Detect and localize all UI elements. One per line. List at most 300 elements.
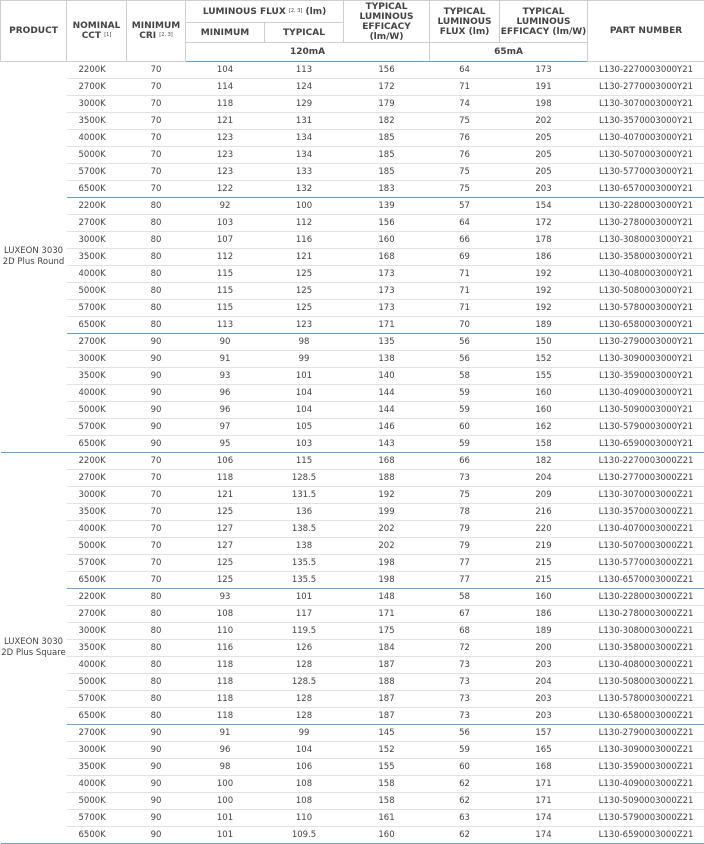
cell-flux-65: 71 — [430, 283, 500, 300]
cell-cri: 90 — [127, 742, 186, 759]
cell-efficacy-65: 158 — [500, 436, 588, 453]
cell-flux-65: 73 — [430, 470, 500, 487]
table-row — [1, 130, 704, 147]
cell-cct: 4000K — [67, 776, 127, 793]
cell-efficacy-65: 150 — [500, 334, 588, 351]
cell-efficacy-65: 165 — [500, 742, 588, 759]
cell-cct: 5000K — [67, 793, 127, 810]
header-typical-efficacy: TYPICAL LUMINOUS EFFICACY (lm/W) — [344, 1, 430, 43]
table-row — [1, 470, 704, 487]
cell-flux-min: 118 — [186, 96, 265, 113]
cell-efficacy-120: 199 — [344, 504, 430, 521]
cell-cri: 90 — [127, 776, 186, 793]
cell-cct: 6500K — [67, 181, 127, 198]
cell-efficacy-120: 183 — [344, 181, 430, 198]
cell-part-number: L130-5080003000Y21 — [588, 283, 704, 300]
cell-flux-65: 57 — [430, 198, 500, 215]
cell-flux-typ: 108 — [265, 793, 344, 810]
cell-cct: 2700K — [67, 470, 127, 487]
cell-efficacy-120: 202 — [344, 538, 430, 555]
cell-cri: 90 — [127, 436, 186, 453]
cell-cct: 2700K — [67, 725, 127, 742]
cell-cct: 5700K — [67, 691, 127, 708]
cell-flux-typ: 117 — [265, 606, 344, 623]
cell-flux-typ: 104 — [265, 402, 344, 419]
cell-part-number: L130-4070003000Z21 — [588, 521, 704, 538]
cell-flux-min: 125 — [186, 555, 265, 572]
cell-flux-min: 98 — [186, 759, 265, 776]
cell-efficacy-65: 162 — [500, 419, 588, 436]
table-row — [1, 657, 704, 674]
cell-flux-min: 91 — [186, 725, 265, 742]
table-row — [1, 640, 704, 657]
cell-part-number: L130-2270003000Z21 — [588, 453, 704, 470]
cell-flux-typ: 106 — [265, 759, 344, 776]
cell-efficacy-120: 155 — [344, 759, 430, 776]
table-row — [1, 606, 704, 623]
cell-flux-65: 76 — [430, 147, 500, 164]
table-row — [1, 674, 704, 691]
cell-efficacy-120: 179 — [344, 96, 430, 113]
cell-efficacy-120: 158 — [344, 776, 430, 793]
cell-part-number: L130-5790003000Y21 — [588, 419, 704, 436]
cell-part-number: L130-2770003000Y21 — [588, 79, 704, 96]
cell-flux-min: 115 — [186, 283, 265, 300]
cell-efficacy-65: 192 — [500, 266, 588, 283]
cell-flux-65: 77 — [430, 555, 500, 572]
cell-flux-min: 123 — [186, 164, 265, 181]
cell-flux-min: 100 — [186, 793, 265, 810]
cell-flux-typ: 99 — [265, 351, 344, 368]
cell-efficacy-65: 209 — [500, 487, 588, 504]
cell-flux-65: 58 — [430, 589, 500, 606]
cell-flux-typ: 134 — [265, 147, 344, 164]
cell-efficacy-120: 156 — [344, 62, 430, 79]
cell-cri: 90 — [127, 351, 186, 368]
cell-cri: 90 — [127, 402, 186, 419]
table-row — [1, 62, 704, 79]
cell-flux-65: 79 — [430, 538, 500, 555]
cell-flux-65: 72 — [430, 640, 500, 657]
cell-efficacy-65: 203 — [500, 691, 588, 708]
cell-efficacy-120: 138 — [344, 351, 430, 368]
cell-cct: 4000K — [67, 266, 127, 283]
cell-cri: 70 — [127, 96, 186, 113]
cell-part-number: L130-5780003000Y21 — [588, 300, 704, 317]
cell-efficacy-120: 175 — [344, 623, 430, 640]
cell-efficacy-120: 187 — [344, 708, 430, 725]
cell-efficacy-65: 205 — [500, 164, 588, 181]
cell-efficacy-65: 192 — [500, 300, 588, 317]
cell-flux-min: 118 — [186, 691, 265, 708]
cell-efficacy-120: 145 — [344, 725, 430, 742]
cell-efficacy-120: 202 — [344, 521, 430, 538]
cell-cri: 70 — [127, 147, 186, 164]
cell-flux-min: 118 — [186, 657, 265, 674]
cell-cri: 90 — [127, 334, 186, 351]
cell-flux-min: 96 — [186, 402, 265, 419]
cell-efficacy-120: 152 — [344, 742, 430, 759]
cell-efficacy-65: 172 — [500, 215, 588, 232]
cell-efficacy-120: 171 — [344, 606, 430, 623]
cell-cri: 90 — [127, 419, 186, 436]
cell-flux-typ: 129 — [265, 96, 344, 113]
cell-cct: 4000K — [67, 521, 127, 538]
cell-flux-65: 71 — [430, 300, 500, 317]
cell-flux-min: 92 — [186, 198, 265, 215]
cell-part-number: L130-3090003000Z21 — [588, 742, 704, 759]
cell-part-number: L130-3580003000Y21 — [588, 249, 704, 266]
cell-efficacy-65: 204 — [500, 674, 588, 691]
cell-efficacy-120: 192 — [344, 487, 430, 504]
cell-efficacy-65: 203 — [500, 181, 588, 198]
cell-part-number: L130-2270003000Y21 — [588, 62, 704, 79]
cell-flux-min: 96 — [186, 742, 265, 759]
cell-flux-min: 125 — [186, 504, 265, 521]
product-name: LUXEON 3030 2D Plus Square — [1, 453, 67, 844]
cell-efficacy-120: 198 — [344, 555, 430, 572]
cell-cri: 70 — [127, 164, 186, 181]
cell-efficacy-65: 204 — [500, 470, 588, 487]
cell-part-number: L130-2770003000Z21 — [588, 470, 704, 487]
cell-flux-typ: 101 — [265, 368, 344, 385]
cell-flux-min: 122 — [186, 181, 265, 198]
cell-efficacy-120: 160 — [344, 232, 430, 249]
cell-efficacy-65: 189 — [500, 317, 588, 334]
header-typical-efficacy-2: TYPICAL LUMINOUS EFFICACY (lm/W) — [500, 1, 588, 43]
cell-flux-65: 64 — [430, 215, 500, 232]
cell-part-number: L130-4070003000Y21 — [588, 130, 704, 147]
cell-flux-min: 93 — [186, 589, 265, 606]
cell-flux-typ: 128 — [265, 691, 344, 708]
cell-part-number: L130-4090003000Z21 — [588, 776, 704, 793]
cell-efficacy-65: 171 — [500, 776, 588, 793]
table-row — [1, 368, 704, 385]
cell-cri: 90 — [127, 759, 186, 776]
cell-flux-typ: 123 — [265, 317, 344, 334]
cell-flux-65: 62 — [430, 827, 500, 844]
cell-efficacy-120: 172 — [344, 79, 430, 96]
cell-flux-65: 58 — [430, 368, 500, 385]
cell-efficacy-120: 185 — [344, 164, 430, 181]
table-row — [1, 402, 704, 419]
cell-flux-min: 95 — [186, 436, 265, 453]
table-row — [1, 232, 704, 249]
cell-flux-min: 118 — [186, 470, 265, 487]
cell-efficacy-65: 186 — [500, 606, 588, 623]
cell-part-number: L130-3580003000Z21 — [588, 640, 704, 657]
cell-efficacy-120: 182 — [344, 113, 430, 130]
table-row — [1, 589, 704, 606]
cell-flux-typ: 135.5 — [265, 572, 344, 589]
table-row — [1, 538, 704, 555]
cell-cri: 80 — [127, 283, 186, 300]
cell-part-number: L130-2280003000Y21 — [588, 198, 704, 215]
cell-efficacy-120: 187 — [344, 657, 430, 674]
cell-efficacy-120: 144 — [344, 402, 430, 419]
cell-flux-min: 107 — [186, 232, 265, 249]
cell-cct: 3500K — [67, 504, 127, 521]
cell-efficacy-120: 173 — [344, 266, 430, 283]
cell-flux-65: 74 — [430, 96, 500, 113]
cell-cri: 80 — [127, 657, 186, 674]
cell-efficacy-65: 215 — [500, 572, 588, 589]
cell-cri: 70 — [127, 181, 186, 198]
cell-efficacy-65: 216 — [500, 504, 588, 521]
cell-cct: 5000K — [67, 402, 127, 419]
table-row — [1, 521, 704, 538]
cell-flux-min: 121 — [186, 113, 265, 130]
header-minimum-cri: MINIMUM CRI [2, 3] — [127, 1, 186, 62]
table-row — [1, 164, 704, 181]
cell-flux-65: 59 — [430, 402, 500, 419]
cell-part-number: L130-6590003000Z21 — [588, 827, 704, 844]
cell-cct: 6500K — [67, 708, 127, 725]
table-row — [1, 419, 704, 436]
table-row — [1, 487, 704, 504]
cell-cri: 80 — [127, 674, 186, 691]
cell-efficacy-120: 143 — [344, 436, 430, 453]
cell-flux-typ: 116 — [265, 232, 344, 249]
cell-flux-65: 67 — [430, 606, 500, 623]
cell-cri: 70 — [127, 470, 186, 487]
cell-cri: 80 — [127, 606, 186, 623]
cell-cri: 80 — [127, 300, 186, 317]
table-row — [1, 266, 704, 283]
cell-part-number: L130-4080003000Z21 — [588, 657, 704, 674]
cell-efficacy-120: 184 — [344, 640, 430, 657]
cell-part-number: L130-6570003000Y21 — [588, 181, 704, 198]
cell-cct: 5700K — [67, 810, 127, 827]
table-row — [1, 334, 704, 351]
cell-part-number: L130-5070003000Z21 — [588, 538, 704, 555]
cell-flux-65: 77 — [430, 572, 500, 589]
cell-flux-65: 75 — [430, 113, 500, 130]
cell-flux-typ: 98 — [265, 334, 344, 351]
cell-cri: 70 — [127, 453, 186, 470]
cell-efficacy-65: 198 — [500, 96, 588, 113]
cell-flux-typ: 105 — [265, 419, 344, 436]
cell-part-number: L130-2280003000Z21 — [588, 589, 704, 606]
cell-flux-min: 127 — [186, 521, 265, 538]
table-row — [1, 742, 704, 759]
cell-efficacy-120: 185 — [344, 130, 430, 147]
cell-cri: 80 — [127, 232, 186, 249]
cell-efficacy-65: 168 — [500, 759, 588, 776]
cell-efficacy-120: 198 — [344, 572, 430, 589]
cell-flux-65: 75 — [430, 164, 500, 181]
table-row — [1, 827, 704, 844]
cell-flux-min: 127 — [186, 538, 265, 555]
cell-efficacy-65: 215 — [500, 555, 588, 572]
cell-cct: 3000K — [67, 487, 127, 504]
cell-cct: 3000K — [67, 351, 127, 368]
cell-flux-typ: 100 — [265, 198, 344, 215]
cell-cct: 4000K — [67, 130, 127, 147]
cell-efficacy-65: 219 — [500, 538, 588, 555]
cell-cct: 6500K — [67, 436, 127, 453]
cell-cct: 3500K — [67, 249, 127, 266]
cell-cri: 80 — [127, 708, 186, 725]
cell-part-number: L130-5090003000Z21 — [588, 793, 704, 810]
cell-cct: 2200K — [67, 198, 127, 215]
cell-cct: 5000K — [67, 147, 127, 164]
cell-efficacy-120: 140 — [344, 368, 430, 385]
cell-cct: 5000K — [67, 538, 127, 555]
cell-cri: 80 — [127, 215, 186, 232]
cell-flux-min: 90 — [186, 334, 265, 351]
cell-cct: 3500K — [67, 113, 127, 130]
cell-cct: 2200K — [67, 62, 127, 79]
cell-cct: 3000K — [67, 623, 127, 640]
cell-flux-typ: 126 — [265, 640, 344, 657]
cell-cri: 90 — [127, 793, 186, 810]
table-row — [1, 810, 704, 827]
cell-part-number: L130-2780003000Z21 — [588, 606, 704, 623]
table-row — [1, 113, 704, 130]
cell-flux-typ: 108 — [265, 776, 344, 793]
cell-efficacy-120: 156 — [344, 215, 430, 232]
cell-efficacy-120: 160 — [344, 827, 430, 844]
table-row — [1, 385, 704, 402]
cell-cri: 90 — [127, 725, 186, 742]
cell-efficacy-65: 200 — [500, 640, 588, 657]
cell-flux-65: 71 — [430, 79, 500, 96]
table-row — [1, 249, 704, 266]
cell-flux-65: 79 — [430, 521, 500, 538]
table-row — [1, 147, 704, 164]
cell-flux-typ: 136 — [265, 504, 344, 521]
cell-part-number: L130-6570003000Z21 — [588, 572, 704, 589]
cell-flux-65: 62 — [430, 776, 500, 793]
cell-part-number: L130-5770003000Y21 — [588, 164, 704, 181]
cell-flux-typ: 110 — [265, 810, 344, 827]
cell-cri: 70 — [127, 130, 186, 147]
cell-efficacy-120: 144 — [344, 385, 430, 402]
cell-flux-65: 62 — [430, 793, 500, 810]
cell-flux-min: 115 — [186, 300, 265, 317]
cell-flux-typ: 135.5 — [265, 555, 344, 572]
table-row — [1, 283, 704, 300]
cell-cct: 2200K — [67, 589, 127, 606]
cell-efficacy-65: 174 — [500, 810, 588, 827]
cell-efficacy-120: 139 — [344, 198, 430, 215]
cell-flux-65: 59 — [430, 436, 500, 453]
cell-part-number: L130-6580003000Z21 — [588, 708, 704, 725]
table-body — [1, 62, 704, 844]
cell-part-number: L130-3570003000Z21 — [588, 504, 704, 521]
cell-flux-typ: 134 — [265, 130, 344, 147]
cell-flux-typ: 104 — [265, 742, 344, 759]
header-minimum: MINIMUM — [186, 23, 265, 43]
cell-cct: 3000K — [67, 742, 127, 759]
cell-efficacy-65: 160 — [500, 385, 588, 402]
table-row — [1, 708, 704, 725]
cell-cri: 80 — [127, 317, 186, 334]
cell-cri: 70 — [127, 487, 186, 504]
cell-cri: 70 — [127, 538, 186, 555]
cell-efficacy-120: 135 — [344, 334, 430, 351]
cell-efficacy-65: 157 — [500, 725, 588, 742]
cell-cri: 80 — [127, 691, 186, 708]
header-typical-flux: TYPICAL LUMINOUS FLUX (lm) — [430, 1, 500, 43]
cell-part-number: L130-4080003000Y21 — [588, 266, 704, 283]
cell-cct: 2700K — [67, 215, 127, 232]
cell-efficacy-65: 205 — [500, 130, 588, 147]
cell-cri: 70 — [127, 521, 186, 538]
cell-efficacy-120: 158 — [344, 793, 430, 810]
cell-part-number: L130-3590003000Y21 — [588, 368, 704, 385]
cell-flux-typ: 125 — [265, 283, 344, 300]
table-row — [1, 725, 704, 742]
table-row — [1, 623, 704, 640]
cell-efficacy-65: 191 — [500, 79, 588, 96]
cell-flux-typ: 133 — [265, 164, 344, 181]
cell-flux-typ: 125 — [265, 266, 344, 283]
cell-efficacy-65: 186 — [500, 249, 588, 266]
cell-flux-65: 56 — [430, 725, 500, 742]
cell-flux-65: 56 — [430, 334, 500, 351]
cell-efficacy-120: 168 — [344, 453, 430, 470]
cell-flux-typ: 119.5 — [265, 623, 344, 640]
cell-efficacy-120: 171 — [344, 317, 430, 334]
cell-part-number: L130-2790003000Z21 — [588, 725, 704, 742]
cell-cct: 3500K — [67, 759, 127, 776]
cell-efficacy-65: 178 — [500, 232, 588, 249]
cell-flux-65: 66 — [430, 232, 500, 249]
header-nominal-cct: NOMINAL CCT [1] — [67, 1, 127, 62]
cell-efficacy-65: 174 — [500, 827, 588, 844]
cell-cct: 4000K — [67, 657, 127, 674]
cell-cct: 2700K — [67, 79, 127, 96]
cell-cri: 90 — [127, 385, 186, 402]
cell-flux-typ: 131.5 — [265, 487, 344, 504]
cell-flux-65: 78 — [430, 504, 500, 521]
cell-part-number: L130-5090003000Y21 — [588, 402, 704, 419]
cell-flux-65: 56 — [430, 351, 500, 368]
cell-flux-min: 103 — [186, 215, 265, 232]
cell-cct: 4000K — [67, 385, 127, 402]
cell-flux-65: 73 — [430, 674, 500, 691]
cell-flux-65: 59 — [430, 742, 500, 759]
cell-cri: 70 — [127, 572, 186, 589]
cell-cri: 80 — [127, 640, 186, 657]
cell-flux-65: 60 — [430, 419, 500, 436]
cell-flux-min: 114 — [186, 79, 265, 96]
cell-flux-65: 73 — [430, 691, 500, 708]
cell-cct: 5000K — [67, 674, 127, 691]
cell-flux-typ: 124 — [265, 79, 344, 96]
cell-cct: 5700K — [67, 164, 127, 181]
table-row — [1, 504, 704, 521]
cell-part-number: L130-2780003000Y21 — [588, 215, 704, 232]
cell-part-number: L130-3590003000Z21 — [588, 759, 704, 776]
cell-cri: 90 — [127, 810, 186, 827]
table-row — [1, 79, 704, 96]
cell-part-number: L130-5080003000Z21 — [588, 674, 704, 691]
cell-efficacy-65: 203 — [500, 708, 588, 725]
cell-part-number: L130-3080003000Y21 — [588, 232, 704, 249]
cell-efficacy-65: 155 — [500, 368, 588, 385]
cell-efficacy-65: 171 — [500, 793, 588, 810]
table-row — [1, 691, 704, 708]
cell-flux-typ: 115 — [265, 453, 344, 470]
cell-flux-min: 108 — [186, 606, 265, 623]
cell-cct: 5700K — [67, 555, 127, 572]
table-row — [1, 198, 704, 215]
cell-part-number: L130-3570003000Y21 — [588, 113, 704, 130]
cell-efficacy-120: 185 — [344, 147, 430, 164]
